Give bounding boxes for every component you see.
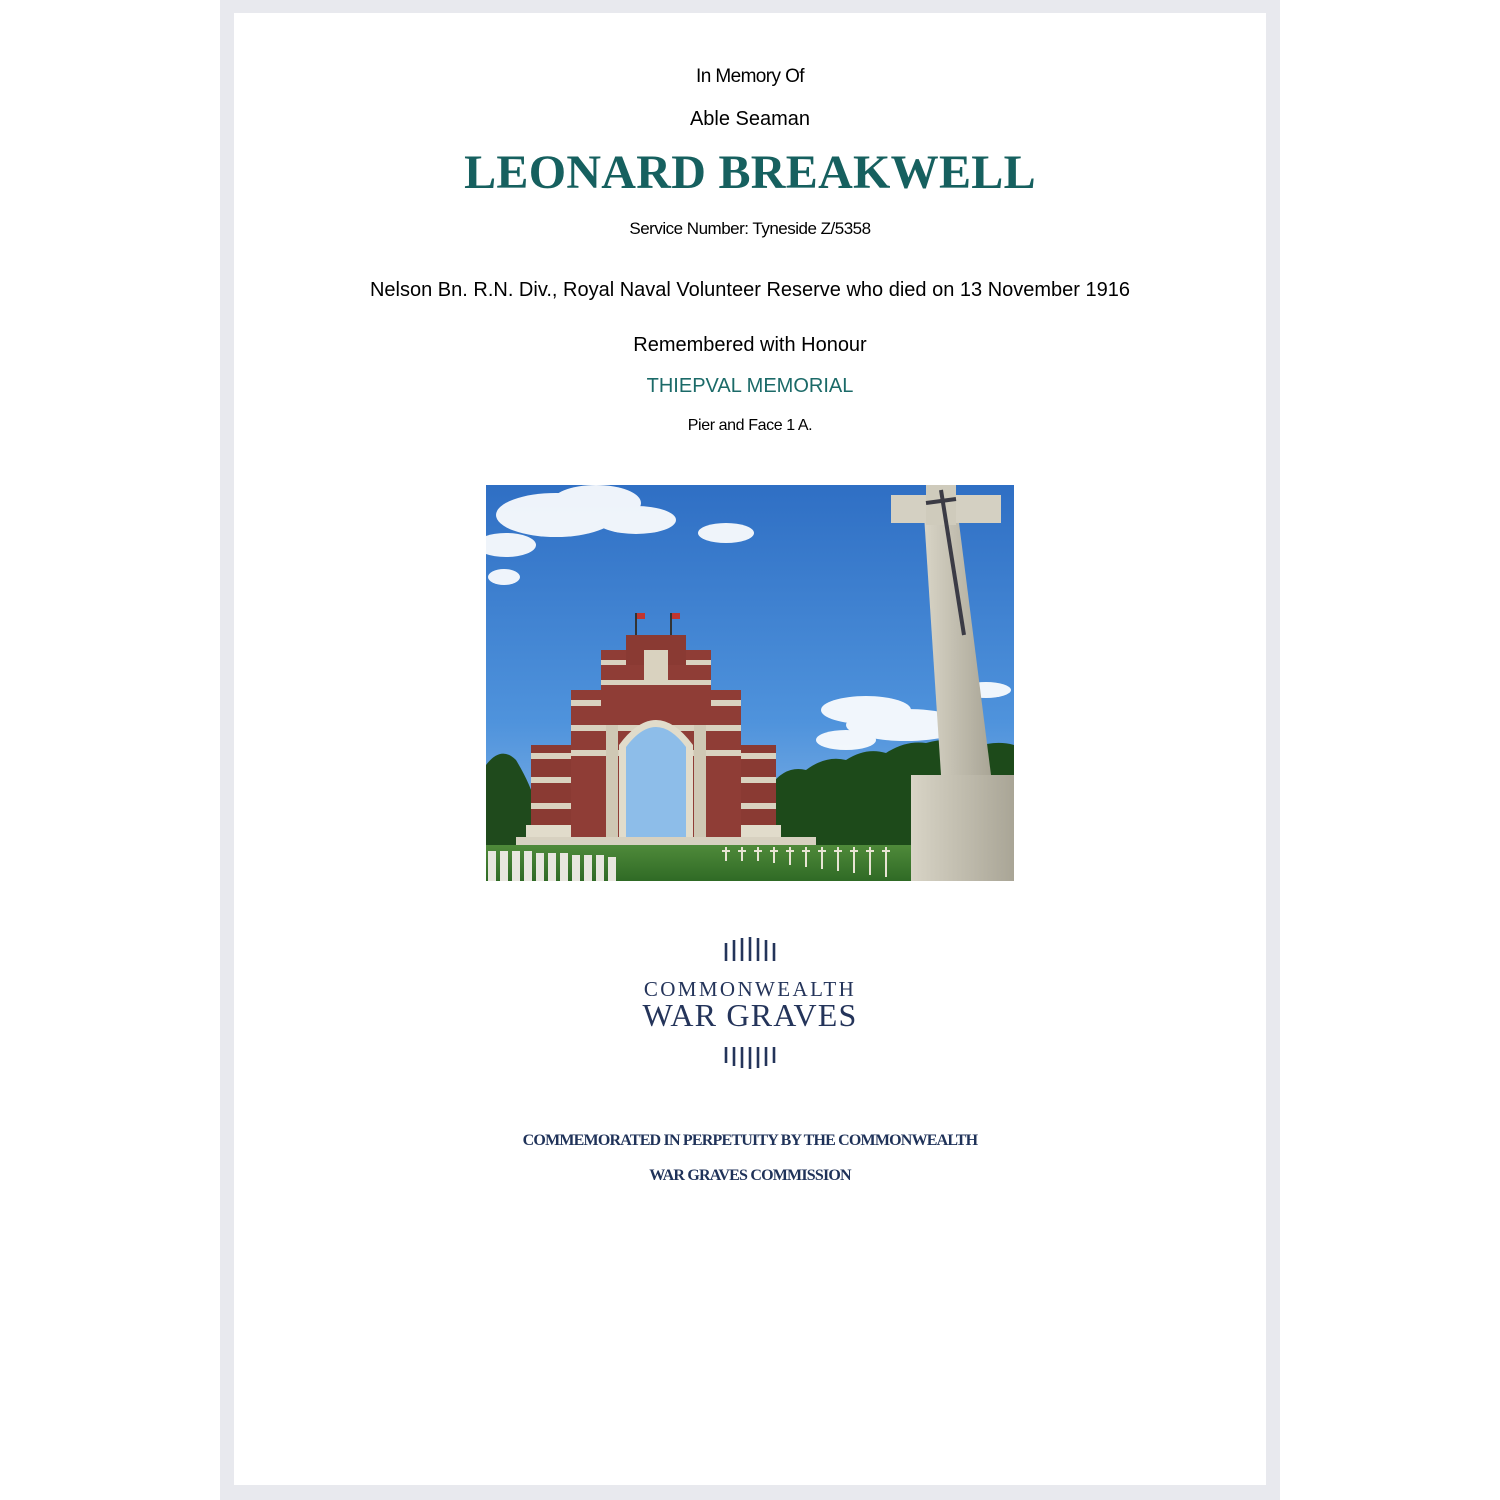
memorial-photo [486, 485, 1014, 881]
memorial-name: THIEPVAL MEMORIAL [646, 375, 854, 397]
unit-and-date-of-death: Nelson Bn. R.N. Div., Royal Naval Volunteer Reserve who died on 13 November 1916 [369, 279, 1131, 301]
service-number: Service Number: Tyneside Z/5358 [629, 219, 871, 238]
memorial-reference: Pier and Face 1 A. [687, 417, 813, 434]
commemoration-line-2: WAR GRAVES COMMISSION [649, 1167, 851, 1184]
commemoration-line-1: COMMEMORATED IN PERPETUITY BY THE COMMONWEALTH [522, 1132, 978, 1149]
logo-text-commonwealth: COMMONWEALTH [643, 977, 857, 1001]
rank: Able Seaman [689, 108, 811, 130]
in-memory-heading: In Memory Of [696, 66, 804, 87]
remembered-with-honour: Remembered with Honour [633, 334, 867, 356]
logo-text-war-graves: WAR GRAVES [642, 997, 858, 1033]
casualty-name: LEONARD BREAKWELL [464, 146, 1036, 199]
